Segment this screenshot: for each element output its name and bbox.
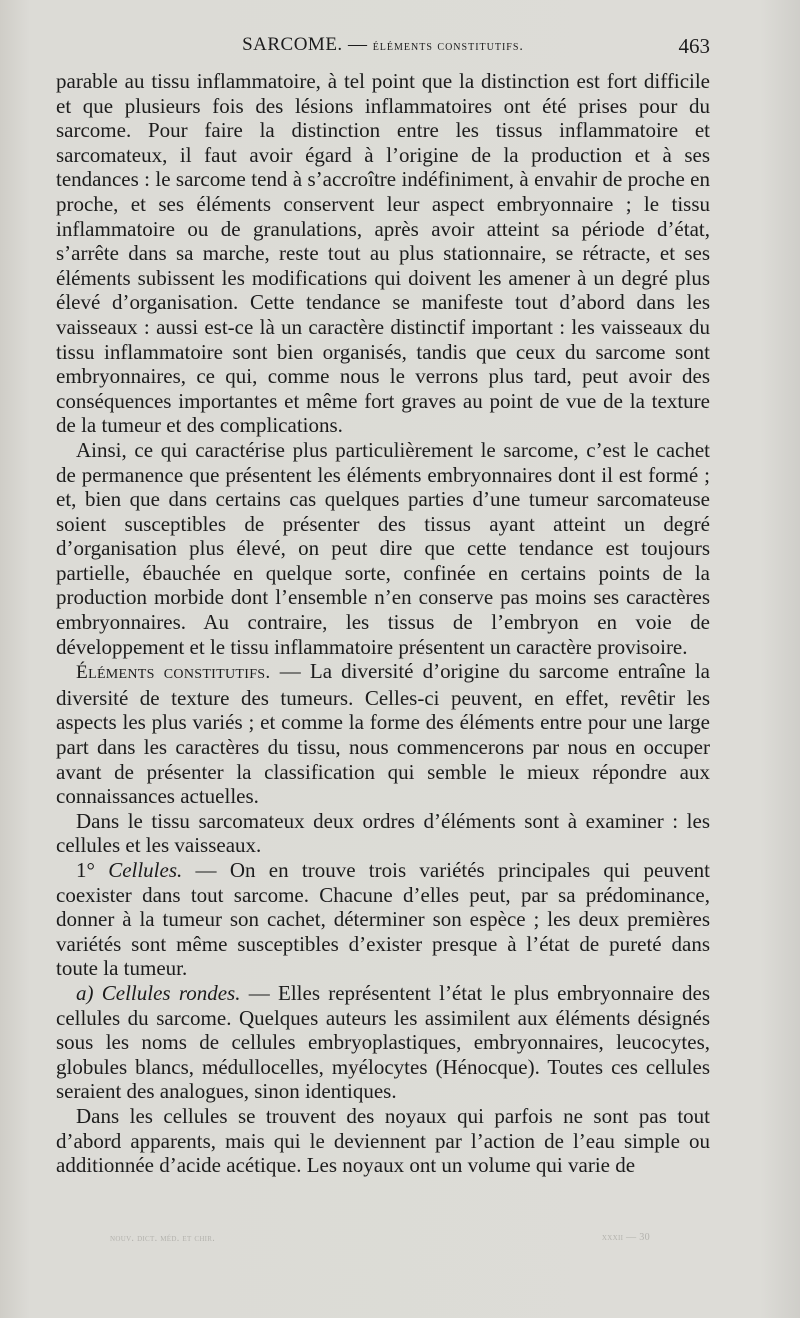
page-number: 463 — [678, 34, 710, 58]
running-header — [56, 34, 710, 60]
subsection-text: — Elles représentent l’état le plus embryonnaire des cellules du sarcome. Quelques auteurs les assimilent aux éléments désignés sous les noms de cellules embryoplastiques, embryonnaires, leucocytes, globules blancs, médullocelles, myélocytes (Hénocque). Toutes ces cellules seraient des analogues, sinon identiques. — [56, 980, 711, 1104]
running-title — [56, 34, 710, 56]
running-title-main: SARCOME. — [242, 34, 343, 55]
subsection-number: 1° — [76, 858, 95, 882]
signature-footer — [110, 1232, 710, 1244]
section-heading: Éléments constitutifs. — [76, 662, 271, 684]
running-title-dash: — — [347, 34, 368, 55]
body-text — [56, 69, 710, 1178]
subsection-letter: a) — [76, 980, 94, 1005]
paragraph-permanence: Ainsi, ce qui caractérise plus particulièrement le sarcome, c’est le cachet de permanence que présentent les éléments embryonnaires dont il est formé ; et, bien que dans certains cas quelques parties d’une tumeur sarcomateuse soient susceptibles de présenter des tissus ayant atteint un degré d’organisation plus élevé, on peut dire que cette tendance est toujours partielle, ébauchée en quelque sorte, confinée en certains points de la production morbide dont l’ensemble n’en conserve pas moins ses caractères embryonnaires. Au contraire, les tissus de l’embryon en voie de développement et le tissu inflammatoire présentent un caractère provisoire. — [56, 437, 710, 659]
subsection-cellules — [56, 858, 710, 981]
paragraph-noyaux: Dans les cellules se trouvent des noyaux qui parfois ne sont pas tout d’abord apparents, mais qui le deviennent par l’action de l’eau simple ou additionnée d’acide acétique. Les noyaux ont un volume qui varie de — [56, 1103, 710, 1178]
footer-right: xxxii — 30 — [601, 1232, 650, 1243]
subsection-cellules-rondes — [56, 981, 710, 1104]
footer-left: nouv. dict. méd. et chir. — [110, 1233, 216, 1244]
paragraph-two-orders: Dans le tissu sarcomateux deux ordres d’éléments sont à examiner : les cellules et les vaisseaux. — [56, 808, 710, 858]
section-text: — La diversité d’origine du sarcome entraîne la diversité de texture des tumeurs. Celles-ci peuvent, en effet, revêtir les aspects les plus variés ; et comme la forme des éléments entre pour une large part dans les caractères du tissu, nous commencerons par nous en occuper avant de présenter la classification qui semble le mieux répondre aux connaissances actuelles. — [56, 659, 710, 809]
running-title-section: éléments constitutifs. — [372, 39, 524, 54]
subsection-text: — On en trouve trois variétés principales qui peuvent coexister dans tout sarcome. Chacune d’elles peut, par sa prédominance, donner à la tumeur son cachet, déterminer son espèce ; les deux premières variétés sont même susceptibles d’exister presque à l’état de pureté dans toute la tumeur. — [56, 858, 710, 981]
section-elements-constitutifs — [56, 659, 710, 809]
paragraph-continuation: parable au tissu inflammatoire, à tel point que la distinction est fort difficile et que plusieurs fois des lésions inflammatoires ont été prises pour du sarcome. Pour faire la distinction entre les tissus inflammatoire et sarcomateux, il faut avoir égard à l’origine de la production et à ses tendances : le sarcome tend à s’accroître indéfiniment, à envahir de proche en proche, et ses éléments conservent leur aspect embryonnaire ; le tissu inflammatoire ou de granulations, après avoir atteint sa période d’état, s’arrête dans sa marche, reste tout au plus stationnaire, se rétracte, et ses éléments subissent les modifications qui doivent les amener à un degré plus élevé d’organisation. Cette tendance se manifeste tout d’abord dans les vaisseaux : aussi est-ce là un caractère distinctif important : les vaisseaux du tissu inflammatoire sont bien organisés, tandis que ceux du sarcome sont embryonnaires, ce qui, comme nous le verrons plus tard, peut avoir des conséquences importantes et même fort graves au point de vue de la texture de la tumeur et des complications. — [56, 69, 710, 438]
subsection-heading: Cellules rondes. — [101, 980, 241, 1005]
subsection-heading: Cellules. — [108, 858, 183, 882]
